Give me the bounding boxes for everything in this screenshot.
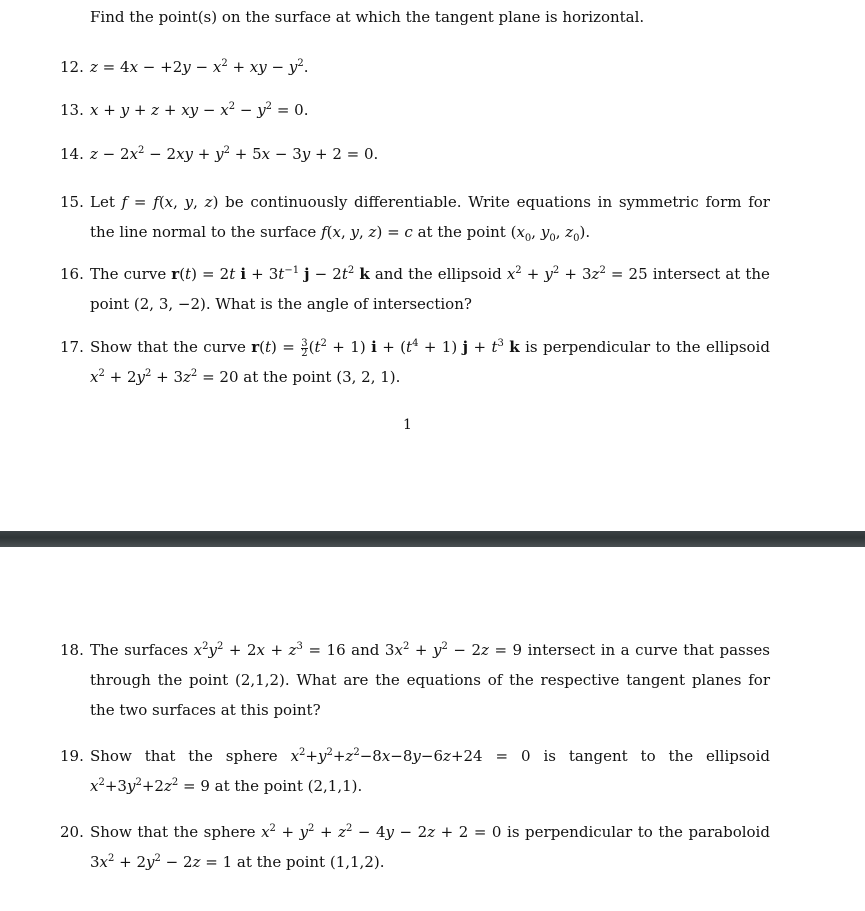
problem-number: 14. xyxy=(60,145,84,163)
problem-number: 13. xyxy=(60,101,84,119)
problem-12 xyxy=(60,52,770,82)
page-divider xyxy=(0,531,865,547)
problem-body: Show that the sphere $x^2 + y^2 + z^2 - 4y - 2z + 2 = 0$ is perpendicular to the paraboloid $3x^2 + 2y^2 - 2z = 1$ at the point (1,1,2). xyxy=(90,823,770,871)
problem-16 xyxy=(60,259,770,319)
problem-body: The surfaces $x^2y^2 + 2x + z^3 = 16$ and $3x^2 + y^2 - 2z = 9$ intersect in a curve that passes through the point (2,1,2). What are the equations of the respective tangent planes for the two surfaces at this point? xyxy=(90,641,770,719)
problem-body: $z - 2x^2 - 2xy + y^2 + 5x - 3y + 2 = 0$. xyxy=(90,145,379,163)
problem-15 xyxy=(60,187,770,247)
page-bottom xyxy=(0,547,865,911)
problem-body: Let f = f(x, y, z) be continuously differentiable. Write equations in symmetric form for the line normal to the surface f(x, y, z) = c at the point ($x_0$, $y_0$, $z_0$). xyxy=(90,193,770,244)
problem-number: 19. xyxy=(60,747,84,765)
problem-20 xyxy=(60,817,770,877)
problem-body: $z = 4x - +2y - x^2$ + xy − $y^2$. xyxy=(90,58,309,76)
problem-number: 12. xyxy=(60,58,84,76)
problem-number: 20. xyxy=(60,823,84,841)
problem-number: 16. xyxy=(60,265,84,283)
problem-14 xyxy=(60,139,770,169)
problem-13 xyxy=(60,95,770,125)
section-intro: Find the point(s) on the surface at which the tangent plane is horizontal. xyxy=(90,8,645,26)
problem-number: 17. xyxy=(60,338,84,356)
problem-18 xyxy=(60,635,770,725)
problem-body: x + y + z + xy − $x^2 - y^2 = 0$. xyxy=(90,101,309,119)
problem-body: The curve r(t) = 2t $i + 3t^{-1}$ $j - 2t^2$ k and the ellipsoid $x^2 + y^2 + 3z^2 = 25$ intersect at the point (2, 3, −2). What is the angle of intersection? xyxy=(90,265,770,313)
problem-number: 18. xyxy=(60,641,84,659)
problem-body: Show that the sphere $x^2+y^2+z^2-8x-8y-6z+24 = 0$ is tangent to the ellipsoid $x^2+3y^2+2z^2 = 9$ at the point (2,1,1). xyxy=(90,747,770,795)
problem-number: 15. xyxy=(60,193,84,211)
problem-19 xyxy=(60,741,770,801)
problem-17 xyxy=(60,332,770,392)
page-number: 1 xyxy=(403,417,412,433)
problem-body: Show that the curve r(t) = $\frac{3}{2}$ $(t^2 + 1) i + (t^4 + 1) j + t^3$ k is perpendicular to the ellipsoid $x^2 + 2y^2 + 3z^2 = 20$ at the point (3, 2, 1). xyxy=(90,337,770,386)
